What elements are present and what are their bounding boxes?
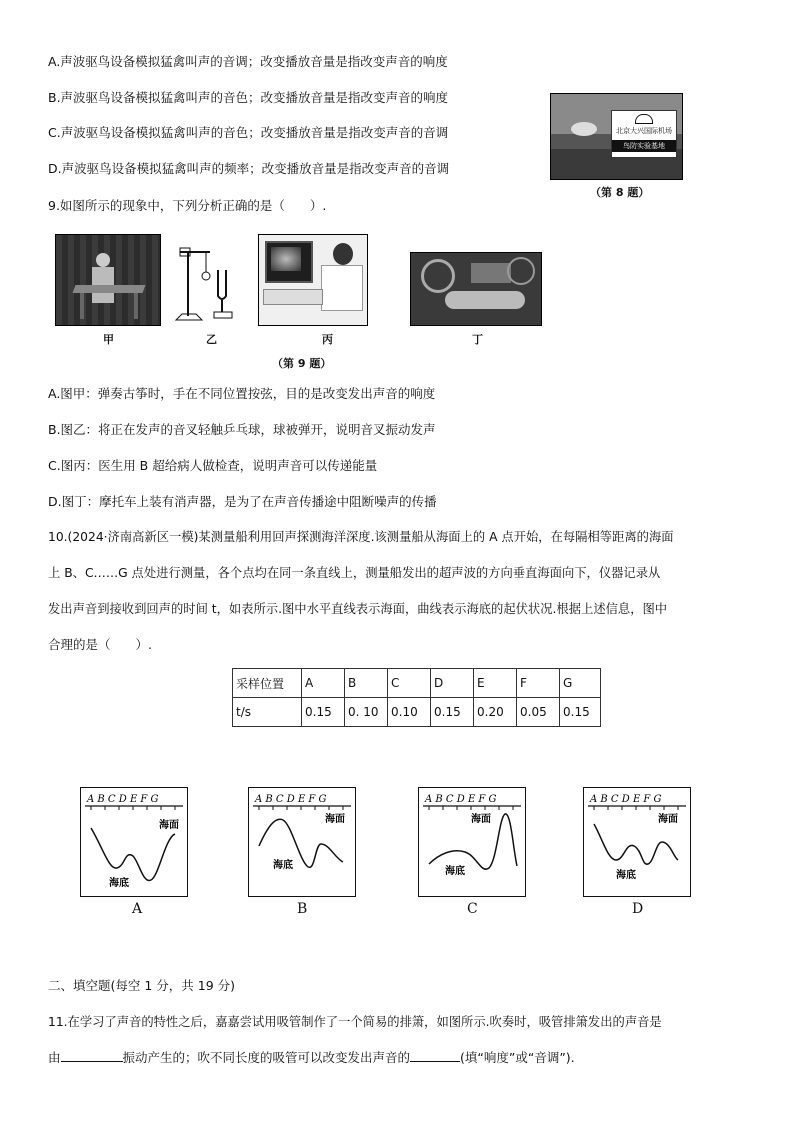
q9-figure-caption: （第 9 题） — [272, 357, 332, 370]
q11-text-b: 振动产生的；吹不同长度的吸管可以改变发出声音的 — [122, 1050, 411, 1065]
q9-label-jia: 甲 — [103, 333, 114, 346]
q10-graph-d — [583, 787, 691, 897]
table-header-row — [233, 669, 601, 698]
table-cell: 0.15 — [560, 698, 601, 727]
sign-line1: 北京大兴国际机场 — [616, 127, 672, 135]
q8-option-d: D.声波驱鸟设备模拟猛禽叫声的频率；改变播放音量是指改变声音的音调 — [48, 161, 450, 176]
surface-label: 海面 — [471, 814, 491, 825]
q8-option-a: A.声波驱鸟设备模拟猛禽叫声的音调；改变播放音量是指改变声音的响度 — [48, 54, 448, 69]
q10-option-label-a: A — [132, 901, 143, 917]
q9-diagram-yi — [174, 240, 242, 326]
bottom-label: 海底 — [445, 866, 465, 877]
table-cell: G — [560, 669, 601, 698]
q9-label-bing: 丙 — [322, 333, 333, 346]
table-cell: 0.05 — [517, 698, 560, 727]
table-cell: t/s — [233, 698, 302, 727]
q8-option-b: B.声波驱鸟设备模拟猛禽叫声的音色；改变播放音量是指改变声音的响度 — [48, 90, 449, 105]
q11-blank-1[interactable] — [61, 1049, 123, 1062]
q9-option-c: C.图丙：医生用 B 超给病人做检查，说明声音可以传递能量 — [48, 458, 378, 473]
q10-option-label-d: D — [632, 901, 644, 917]
table-cell: 0.15 — [302, 698, 345, 727]
q10-line-4: 合理的是（ ）. — [48, 637, 152, 652]
section-2-title: 二、填空题(每空 1 分，共 19 分) — [48, 978, 236, 993]
q8-airport-photo — [550, 93, 683, 180]
graph-axis-labels: A B C D E F G — [590, 794, 662, 805]
surface-label: 海面 — [325, 814, 345, 825]
bottom-label: 海底 — [273, 860, 293, 871]
table-cell: 0.10 — [388, 698, 431, 727]
q10-option-label-c: C — [467, 901, 478, 917]
q9-photo-jia — [55, 234, 161, 326]
bottom-label: 海底 — [109, 878, 129, 889]
table-cell: C — [388, 669, 431, 698]
bottom-label: 海底 — [616, 870, 636, 881]
table-cell: B — [345, 669, 388, 698]
table-cell: 0.20 — [474, 698, 517, 727]
table-cell: F — [517, 669, 560, 698]
q9-option-b: B.图乙：将正在发声的音叉轻触乒乓球，球被弹开，说明音叉振动发声 — [48, 422, 436, 437]
q10-line-2: 上 B、C……G 点处进行测量，各个点均在同一条直线上，测量船发出的超声波的方向垂直海面向下，仪器记录从 — [48, 566, 661, 580]
table-cell: 采样位置 — [233, 669, 302, 698]
q11-line-1: 11.在学习了声音的特性之后，嘉嘉尝试用吸管制作了一个简易的排箫，如图所示.吹奏时，吸管排箫发出的声音是 — [48, 1015, 662, 1029]
surface-label: 海面 — [658, 814, 678, 825]
table-cell: E — [474, 669, 517, 698]
q10-line-1: 10.(2024·济南高新区一模)某测量船利用回声探测海洋深度.该测量船从海面上的 A 点开始，在每隔相等距离的海面 — [48, 530, 674, 544]
q9-option-a: A.图甲：弹奏古筝时，手在不同位置按弦，目的是改变发出声音的响度 — [48, 386, 436, 401]
graph-axis-labels: A B C D E F G — [425, 794, 497, 805]
q9-photo-ding — [410, 252, 542, 326]
q8-option-c: C.声波驱鸟设备模拟猛禽叫声的音色；改变播放音量是指改变声音的音调 — [48, 125, 449, 140]
q10-graph-b — [248, 787, 356, 897]
graph-axis-labels: A B C D E F G — [255, 794, 327, 805]
q9-stem: 9.如图所示的现象中，下列分析正确的是（ ）. — [48, 198, 327, 213]
q10-option-label-b: B — [297, 901, 308, 917]
q9-label-yi: 乙 — [206, 333, 217, 346]
table-cell: D — [431, 669, 474, 698]
q11-text-c: (填“响度”或“音调”). — [460, 1050, 575, 1065]
table-cell: 0. 10 — [345, 698, 388, 727]
q10-line-3: 发出声音到接收到回声的时间 t，如表所示.图中水平直线表示海面，曲线表示海底的起伏状况.根据上述信息，图中 — [48, 602, 668, 616]
q10-graph-a — [80, 787, 188, 897]
graph-axis-labels: A B C D E F G — [87, 794, 159, 805]
table-cell: 0.15 — [431, 698, 474, 727]
airport-sign — [611, 110, 677, 158]
sign-line2: 鸟防实验基地 — [612, 140, 676, 152]
q8-figure-caption: （第 8 题） — [590, 186, 650, 199]
airport-logo-icon — [635, 114, 653, 124]
q11-line-2 — [48, 1049, 575, 1066]
table-cell: A — [302, 669, 345, 698]
surface-label: 海面 — [159, 820, 179, 831]
q10-data-table — [232, 668, 601, 727]
q9-photo-bing — [258, 234, 368, 326]
q11-text-a: 由 — [48, 1050, 61, 1065]
table-row — [233, 698, 601, 727]
q10-graph-c — [418, 787, 526, 897]
q9-label-ding: 丁 — [472, 333, 483, 346]
q11-blank-2[interactable] — [410, 1049, 460, 1062]
q9-option-d: D.图丁：摩托车上装有消声器，是为了在声音传播途中阻断噪声的传播 — [48, 494, 437, 509]
